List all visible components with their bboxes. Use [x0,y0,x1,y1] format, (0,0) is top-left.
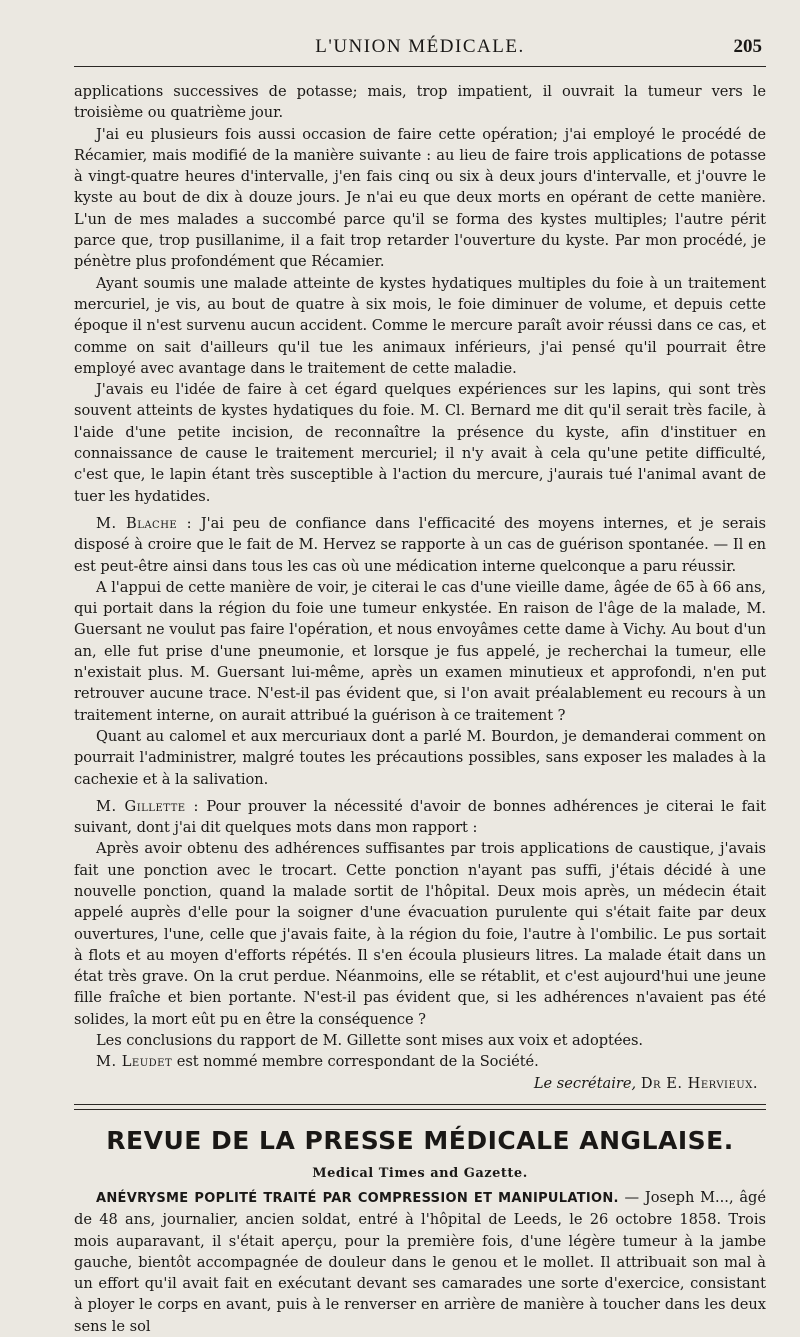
paragraph-10: Les conclusions du rapport de M. Gillette sont mises aux voix et adoptées. [96,1032,644,1050]
speaker-gillette: M. Gillette : [96,797,199,815]
paragraph-2: J'ai eu plusieurs fois aussi occasion de faire cette opération; j'ai employé le procédé de Récamier, mais modifié de la manière suivante : au lieu de faire trois applications de potasse à vingt-quatre heures d'intervalle, j'en fais cinq ou six à deux jours d'intervalle, et j'ouvre le kyste au bout de dix à douze jours. Je n'ai eu que deux morts en opérant de cette manière. L'un de mes malades a succombé parce qu'il se forma des kystes multiples; l'autre périt parce que, trop pusillanime, il a fait trop retarder l'ouverture du kyste. Par mon procédé, je pénètre plus profondément que Récamier. [74,125,766,271]
paragraph-6: A l'appui de cette manière de voir, je citerai le cas d'une vieille dame, âgée de 65 à 66 ans, qui portait dans la région du foie une tumeur enkystée. En raison de l'âge de la malade, M. Guersant ne voulut pas faire l'opération, et nous envoyâmes cette dame à Vichy. Au bout d'un an, elle fut prise d'une pneumonie, et lorsque je fus appelé, je recherchai la tumeur, elle n'existait plus. M. Guersant lui-même, après un examen minutieux et approfondi, n'en put retrouver aucune trace. N'est-il pas évident que, si l'on avait préalablement eu recours à un traitement interne, on aurait attribué la guérison à ce traitement ? [74,578,766,724]
page-number: 205 [733,36,762,57]
speaker-blache: M. Blache : [96,514,193,532]
paragraph-1: applications successives de potasse; mais, trop impatient, il ouvrait la tumeur vers le troisième ou quatrième jour. [74,83,766,122]
paragraph-9: Après avoir obtenu des adhérences suffisantes par trois applications de caustique, j'avais fait une ponction avec le trocart. Cette ponction n'ayant pas suffi, j'étais décidé à une nouvelle ponction, quand la malade sortit de l'hôpital. Deux mois après, un médecin était appelé auprès d'elle pour la soigner d'une évacuation purulente qui s'était faite par deux ouvertures, l'une, celle que j'avais faite, à la région du foie, l'autre à l'ombilic. Le pus sortait à flots et au moyen d'efforts répétés. Il s'en écoula plusieurs litres. La malade était dans un état très grave. On la crut perdue. Néanmoins, elle se rétablit, et c'est aujourd'hui une jeune fille fraîche et bien portante. N'est-il pas évident que, si les adhérences n'avaient pas été solides, la mort eût pu en être la conséquence ? [74,840,766,1028]
signature-role: Le secrétaire, [533,1074,637,1092]
body-text [74,81,766,1073]
paragraph-8-text: Pour prouver la nécessité d'avoir de bonnes adhérences je citerai le fait suivant, dont j'ai dit quelques mots dans mon rapport : [74,797,767,837]
section-divider [74,1104,766,1110]
paragraph-3: Ayant soumis une malade atteinte de kystes hydatiques multiples du foie à un traitement mercuriel, je vis, au bout de quatre à six mois, le foie diminuer de volume, et depuis cette époque il n'est survenu aucun accident. Comme le mercure paraît avoir réussi dans ce cas, et comme on sait d'ailleurs qu'il tue les animaux inférieurs, j'ai pensé qu'il pourrait être employé avec avantage dans le traitement de cette maladie. [74,274,766,377]
signature [74,1073,766,1094]
article-title: ANÉVRYSME POPLITÉ TRAITÉ PAR COMPRESSION ET MANIPULATION. [96,1190,619,1206]
speaker-leudet: M. Leudet [96,1053,173,1071]
paragraph-5 [74,513,766,577]
paragraph-7: Quant au calomel et aux mercuriaux dont a parlé M. Bourdon, je demanderai comment on pourrait l'administrer, malgré toutes les précautions possibles, sans exposer les malades à la cachexie et à la salivation. [74,727,766,788]
paragraph-4: J'avais eu l'idée de faire à cet égard quelques expériences sur les lapins, qui sont très souvent atteints de kystes hydatiques du foie. M. Cl. Bernard me dit qu'il serait très facile, à l'aide d'une petite incision, de reconnaître la présence du kyste, afin d'instituer en connaissance de cause le traitement mercuriel; il n'y avait à cela qu'une petite difficulté, c'est que, le lapin étant très susceptible à l'action du mercure, j'aurais tué l'animal avant de tuer les hydatides. [74,381,766,505]
paragraph-5-text: J'ai peu de confiance dans l'efficacité des moyens internes, et je serais disposé à croire que le fait de M. Hervez se rapporte à un cas de guérison spontanée. — Il en est peut-être ainsi dans tous les cas où une médication interne quelconque a paru réussir. [74,514,766,575]
article-text: — Joseph M..., âgé de 48 ans, journalier, ancien soldat, entré à l'hôpital de Leeds, le 26 octobre 1858. Trois mois auparavant, il s'était aperçu, pour la première fois, d'une légère tumeur à la jambe gauche, bientôt accompagnée de douleur dans le genou et le mollet. Il attribuait son mal à un effort qu'il avait fait en exécutant devant ses camarades une sorte d'exercice, consistant à ployer le corps en avant, puis à le renverser en arrière de manière à toucher dans les deux sens le sol [74,1188,766,1335]
article-paragraph [74,1187,766,1337]
section-title: REVUE DE LA PRESSE MÉDICALE ANGLAISE. [106,1125,734,1155]
running-title: L'UNION MÉDICALE. [315,36,525,57]
paragraph-11 [74,1051,766,1072]
journal-name: Medical Times and Gazette. [312,1165,528,1181]
paragraph-11-text: est nommé membre correspondant de la Société. [176,1053,539,1071]
paragraph-8 [74,796,766,839]
page-header [74,30,766,67]
signature-name: Dr E. Hervieux. [640,1074,758,1092]
